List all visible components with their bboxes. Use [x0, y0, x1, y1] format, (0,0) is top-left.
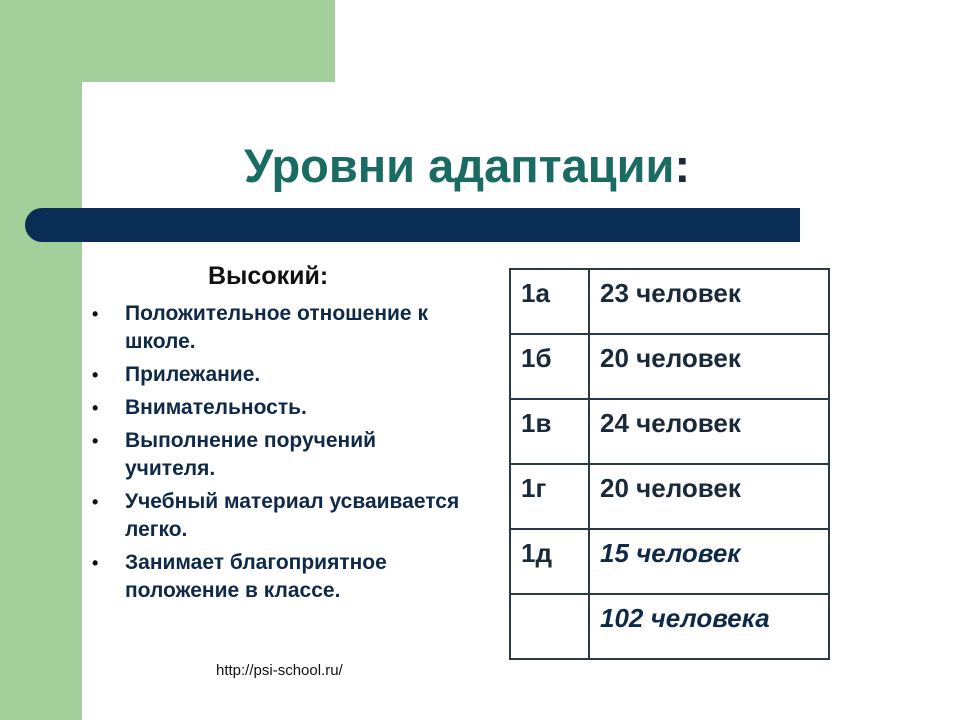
bullet-dot-icon: •	[92, 553, 99, 573]
bullet-text: Внимательность.	[125, 396, 307, 419]
table-row	[510, 399, 829, 464]
bullet-item	[92, 549, 472, 605]
class-cell: 1в	[510, 399, 589, 464]
bullet-dot-icon: •	[92, 431, 99, 451]
count-cell: 23 человек	[589, 269, 829, 334]
table-row	[510, 334, 829, 399]
bullet-dot-icon: •	[92, 304, 99, 324]
title-underline-bar	[25, 208, 800, 242]
bullet-text: Прилежание.	[125, 363, 261, 386]
table-total-row	[510, 594, 829, 659]
count-cell: 24 человек	[589, 399, 829, 464]
bullet-list	[92, 300, 472, 610]
class-count-table	[509, 268, 830, 660]
table-row	[510, 269, 829, 334]
class-cell: 1а	[510, 269, 589, 334]
table-row	[510, 529, 829, 594]
bullet-dot-icon: •	[92, 398, 99, 418]
slide-title-colon: :	[674, 139, 691, 192]
count-cell: 15 человек	[589, 529, 829, 594]
total-count-cell: 102 человека	[589, 594, 829, 659]
table-row	[510, 464, 829, 529]
count-cell: 20 человек	[589, 334, 829, 399]
bullet-text: Положительное отношение к школе.	[125, 302, 428, 353]
bullet-item	[92, 361, 472, 389]
class-cell-empty	[510, 594, 589, 659]
source-url: http://psi-school.ru/	[216, 662, 343, 679]
bullet-item	[92, 394, 472, 422]
slide-title-text: Уровни адаптации	[244, 139, 675, 192]
count-cell: 20 человек	[589, 464, 829, 529]
slide-title	[244, 138, 690, 193]
bullet-dot-icon: •	[92, 492, 99, 512]
class-cell: 1г	[510, 464, 589, 529]
bullet-text: Выполнение поручений учителя.	[125, 429, 377, 480]
bullet-dot-icon: •	[92, 365, 99, 385]
bullet-item	[92, 300, 472, 356]
level-subheading: Высокий:	[208, 262, 329, 290]
bullet-item	[92, 427, 472, 483]
bullet-text: Занимает благоприятное положение в классе.	[125, 551, 387, 602]
green-decor-left	[0, 0, 82, 720]
bullet-text: Учебный материал усваивается легко.	[125, 490, 460, 541]
class-cell: 1д	[510, 529, 589, 594]
class-cell: 1б	[510, 334, 589, 399]
bullet-item	[92, 488, 472, 544]
